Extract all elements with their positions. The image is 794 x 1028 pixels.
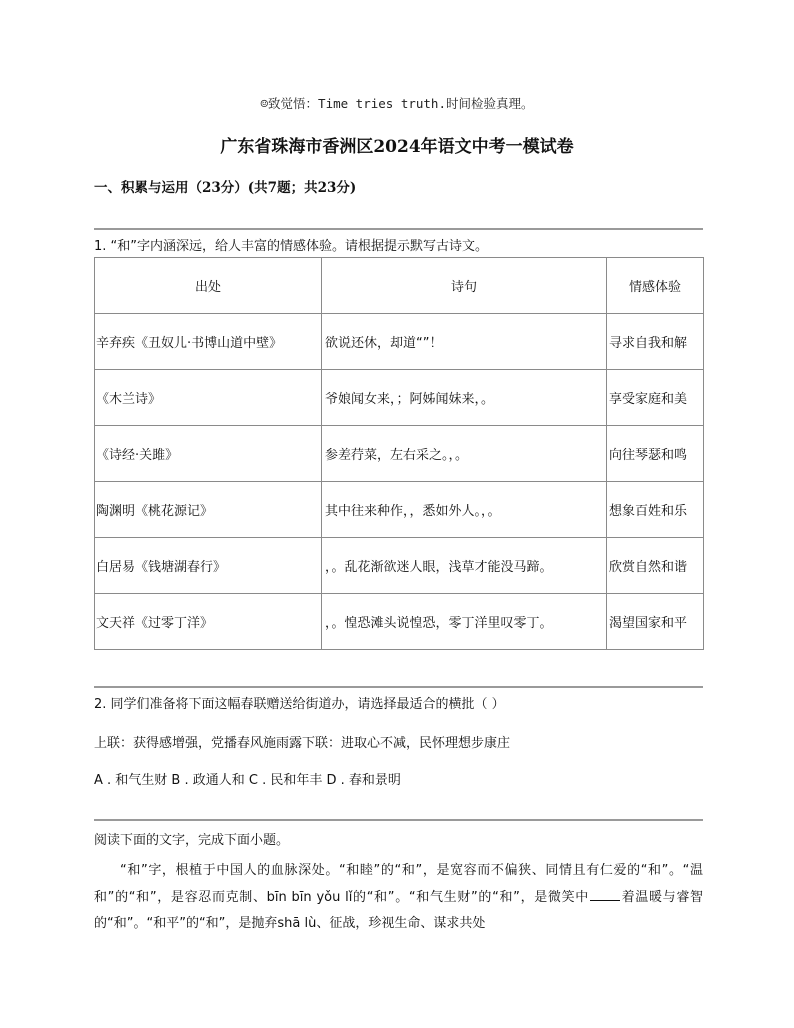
verse-cell: 参差荇菜，左右采之。，。 bbox=[322, 426, 607, 482]
verse-cell: ，。乱花渐欲迷人眼，浅草才能没马蹄。 bbox=[322, 538, 607, 594]
source-cell: 白居易《钱塘湖春行》 bbox=[95, 538, 322, 594]
fill-in-blank[interactable] bbox=[590, 887, 620, 901]
emotion-cell: 想象百姓和乐 bbox=[607, 482, 704, 538]
verse-cell: 其中往来种作，，悉如外人。，。 bbox=[322, 482, 607, 538]
column-header-verse: 诗句 bbox=[322, 258, 607, 314]
table-row bbox=[95, 482, 704, 538]
emotion-cell: 欣赏自然和谐 bbox=[607, 538, 704, 594]
column-header-emotion: 情感体验 bbox=[607, 258, 704, 314]
table-row bbox=[95, 314, 704, 370]
emotion-cell: 向往琴瑟和鸣 bbox=[607, 426, 704, 482]
source-cell: 《木兰诗》 bbox=[95, 370, 322, 426]
reading-passage bbox=[94, 858, 703, 938]
verse-cell: 爷娘闻女来，；阿姊闻妹来，。 bbox=[322, 370, 607, 426]
answer-options: A . 和气生财 B . 政通人和 C . 民和年丰 D . 春和景明 bbox=[94, 773, 401, 788]
question-1-prompt: 1. “和”字内涵深远，给人丰富的情感体验。请根据提示默写古诗文。 bbox=[94, 239, 489, 254]
table-row bbox=[95, 538, 704, 594]
reading-instruction: 阅读下面的文字，完成下面小题。 bbox=[94, 833, 290, 848]
source-cell: 《诗经·关雎》 bbox=[95, 426, 322, 482]
motto-line: ☺致觉悟：Time tries truth.时间检验真理。 bbox=[260, 96, 534, 111]
source-cell: 文天祥《过零丁洋》 bbox=[95, 594, 322, 650]
table-row bbox=[95, 426, 704, 482]
passage-text: “和”字，根植于中国人的血脉深处。“和睦”的“和”，是宽容而不偏狭、同情且有仁爱的“和”。“温和”的“和”，是容忍而克制、bīn bīn yǒu lǐ的“和”。“和气生财”的“和”，是微笑中 bbox=[94, 863, 703, 905]
emotion-cell: 寻求自我和解 bbox=[607, 314, 704, 370]
table-row bbox=[95, 370, 704, 426]
question-divider bbox=[94, 228, 703, 230]
table-row bbox=[95, 594, 704, 650]
question-2-prompt: 2. 同学们准备将下面这幅春联赠送给街道办，请选择最适合的横批（ ） bbox=[94, 697, 505, 712]
source-cell: 辛弃疾《丑奴儿·书博山道中壁》 bbox=[95, 314, 322, 370]
section-heading: 一、积累与运用（23分）(共7题；共23分) bbox=[94, 180, 357, 196]
couplet-text: 上联：获得感增强，党播春风施雨露下联：进取心不减，民怀理想步康庄 bbox=[94, 736, 511, 751]
emotion-cell: 享受家庭和美 bbox=[607, 370, 704, 426]
source-cell: 陶渊明《桃花源记》 bbox=[95, 482, 322, 538]
passage-text: 着温暖与睿智的“和”。“和平”的“和”，是抛弃shā lù、征战，珍视生命、谋求共处 bbox=[94, 889, 703, 931]
emotion-cell: 渴望国家和平 bbox=[607, 594, 704, 650]
table-header-row bbox=[95, 258, 704, 314]
poem-table bbox=[94, 257, 704, 650]
verse-cell: 欲说还休，却道“”！ bbox=[322, 314, 607, 370]
question-divider bbox=[94, 686, 703, 688]
question-divider bbox=[94, 819, 703, 821]
exam-title: 广东省珠海市香洲区2024年语文中考一模试卷 bbox=[220, 137, 574, 157]
column-header-source: 出处 bbox=[95, 258, 322, 314]
verse-cell: ，。惶恐滩头说惶恐，零丁洋里叹零丁。 bbox=[322, 594, 607, 650]
